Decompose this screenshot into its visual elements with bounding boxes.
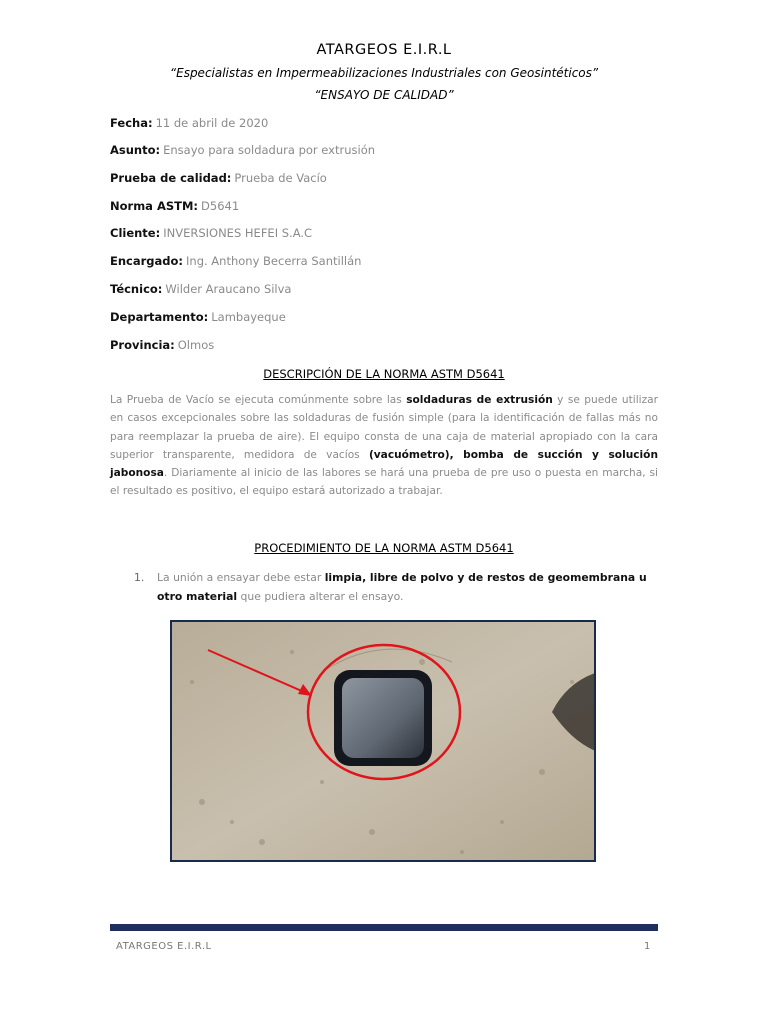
page-number: 1 bbox=[644, 941, 651, 952]
field-tecnico bbox=[110, 282, 291, 296]
field-prueba bbox=[110, 171, 327, 185]
field-label: Provincia: bbox=[110, 338, 175, 352]
description-bold: (vacuómetro), bomba de succión y solución jabonosa bbox=[110, 448, 658, 480]
field-value: Lambayeque bbox=[211, 310, 286, 324]
field-fecha bbox=[110, 116, 268, 130]
procedure-heading: PROCEDIMIENTO DE LA NORMA ASTM D5641 bbox=[254, 541, 514, 555]
field-value: 11 de abril de 2020 bbox=[155, 116, 269, 130]
company-tagline: “Especialistas en Impermeabilizaciones Industriales con Geosintéticos” bbox=[169, 66, 599, 80]
list-number: 1. bbox=[134, 571, 145, 584]
field-value: INVERSIONES HEFEI S.A.C bbox=[163, 226, 313, 240]
document-title: “ENSAYO DE CALIDAD” bbox=[314, 88, 454, 102]
test-photo bbox=[170, 620, 596, 862]
footer-bar bbox=[110, 924, 658, 931]
field-label: Departamento: bbox=[110, 310, 209, 324]
field-provincia bbox=[110, 338, 214, 352]
field-label: Encargado: bbox=[110, 254, 184, 268]
field-label: Norma ASTM: bbox=[110, 199, 199, 213]
description-text: La Prueba de Vacío se ejecuta comúnmente sobre las bbox=[110, 394, 407, 406]
field-value: Ing. Anthony Becerra Santillán bbox=[186, 254, 362, 268]
field-label: Fecha: bbox=[110, 116, 153, 130]
list-text bbox=[157, 568, 658, 606]
description-heading: DESCRIPCIÓN DE LA NORMA ASTM D5641 bbox=[263, 367, 505, 381]
procedure-item-1 bbox=[134, 568, 658, 606]
photo-illustration bbox=[172, 622, 596, 862]
description-paragraph bbox=[110, 391, 658, 501]
field-label: Asunto: bbox=[110, 143, 161, 157]
list-text-part: que pudiera alterar el ensayo. bbox=[237, 590, 404, 603]
field-departamento bbox=[110, 310, 286, 324]
field-value: Wilder Araucano Silva bbox=[165, 282, 292, 296]
description-text: y se puede utilizar en casos excepcionales sobre las soldaduras de fusión simple (para la identificación de fallas más no para reemplazar la prueba de aire). El equipo consta de una caja de material apropiado con la cara superior transparente, medidora de vacíos bbox=[110, 394, 658, 461]
field-value: D5641 bbox=[201, 199, 240, 213]
field-encargado bbox=[110, 254, 361, 268]
list-text-part: La unión a ensayar debe estar bbox=[157, 571, 325, 584]
footer-company: ATARGEOS E.I.R.L bbox=[116, 941, 212, 952]
field-value: Olmos bbox=[177, 338, 215, 352]
list-text-bold: limpia, libre de polvo y de restos de geomembrana u otro material bbox=[157, 571, 647, 603]
vacuum-box-window bbox=[342, 678, 424, 758]
description-bold: soldaduras de extrusión bbox=[406, 394, 553, 406]
field-value: Prueba de Vacío bbox=[234, 171, 327, 185]
field-label: Prueba de calidad: bbox=[110, 171, 232, 185]
company-name: ATARGEOS E.I.R.L bbox=[316, 42, 452, 58]
field-cliente bbox=[110, 226, 312, 240]
field-norma bbox=[110, 199, 239, 213]
description-text: . Diariamente al inicio de las labores se hará una prueba de pre uso o puesta en marcha, si el resultado es positivo, el equipo estará autorizado a trabajar. bbox=[110, 467, 658, 498]
field-label: Cliente: bbox=[110, 226, 161, 240]
field-asunto bbox=[110, 143, 375, 157]
field-label: Técnico: bbox=[110, 282, 163, 296]
field-value: Ensayo para soldadura por extrusión bbox=[163, 143, 376, 157]
